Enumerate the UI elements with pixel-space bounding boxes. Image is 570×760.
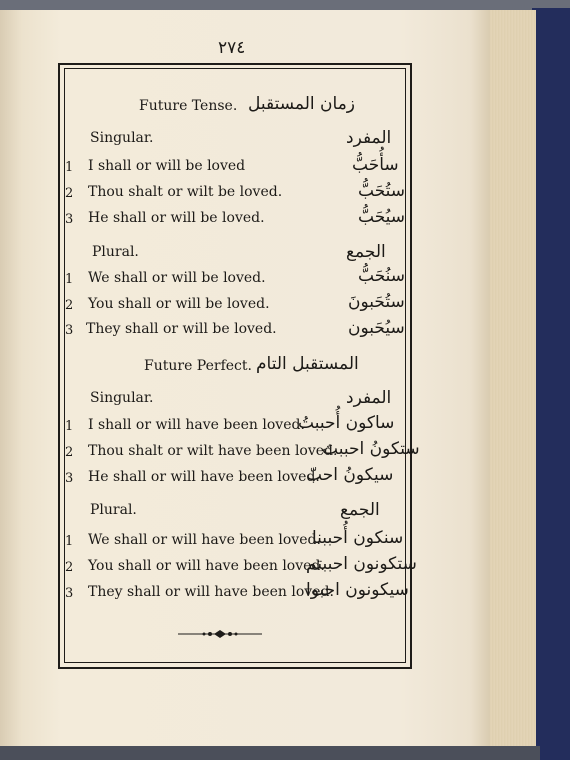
- future-plural-3-number: 3: [65, 323, 74, 338]
- future-plural-2-english: You shall or will be loved.: [88, 296, 270, 312]
- page-edges: [486, 10, 536, 750]
- decorative-ornament: [178, 628, 262, 640]
- future-singular-2-arabic: ستُحَبُّ: [358, 181, 406, 201]
- perfect-plural-1-number: 1: [65, 534, 74, 549]
- future-singular-1-english: I shall or will be loved: [88, 158, 246, 174]
- perfect-plural-3-english: They shall or will have been loved.: [88, 584, 334, 600]
- perfect-plural-1-arabic: سنكون أُحببنا: [312, 528, 404, 548]
- future-plural-label-arabic: الجمع: [346, 242, 386, 262]
- perfect-singular-2-number: 2: [65, 445, 74, 460]
- perfect-singular-1-english: I shall or will have been loved.: [88, 417, 305, 433]
- future-plural-3-english: They shall or will be loved.: [86, 321, 277, 337]
- perfect-singular-2-english: Thou shalt or wilt have been loved.: [88, 443, 338, 459]
- future-plural-label: Plural.: [92, 244, 139, 260]
- perfect-plural-2-arabic: ستكونون احببتم: [306, 554, 417, 574]
- future-perfect-heading: Future Perfect.: [144, 358, 252, 374]
- future-singular-3-arabic: سيُحَبُّ: [358, 207, 406, 227]
- book-cover-bottom: [0, 746, 540, 760]
- future-plural-1-number: 1: [65, 272, 74, 287]
- perfect-plural-label-arabic: الجمع: [340, 500, 380, 520]
- future-singular-3-english: He shall or will be loved.: [88, 210, 265, 226]
- future-singular-label: Singular.: [90, 130, 154, 146]
- perfect-plural-3-number: 3: [65, 586, 74, 601]
- future-singular-label-arabic: المفرد: [346, 128, 392, 148]
- future-singular-1-number: 1: [65, 160, 74, 175]
- perfect-singular-3-arabic: سيكونُ احبّ: [306, 465, 394, 485]
- perfect-plural-2-english: You shall or will have been loved.: [88, 558, 325, 574]
- page-number: ٢٧٤: [218, 38, 246, 58]
- future-plural-1-arabic: سنُحَبُّ: [358, 266, 406, 286]
- perfect-plural-2-number: 2: [65, 560, 74, 575]
- perfect-singular-3-number: 3: [65, 471, 74, 486]
- future-plural-1-english: We shall or will be loved.: [88, 270, 266, 286]
- future-singular-3-number: 3: [65, 212, 74, 227]
- future-perfect-heading-arabic: المستقبل التام: [256, 354, 359, 374]
- future-plural-2-number: 2: [65, 298, 74, 313]
- perfect-singular-2-arabic: ستكونُ احببتَ: [322, 439, 420, 459]
- perfect-singular-label-arabic: المفرد: [346, 388, 392, 408]
- book-binding: [532, 8, 570, 760]
- perfect-singular-label: Singular.: [90, 390, 154, 406]
- perfect-plural-3-arabic: سيكونون احبوا: [306, 580, 409, 600]
- future-tense-heading-arabic: زمان المستقبل: [248, 94, 356, 114]
- perfect-plural-1-english: We shall or will have been loved.: [88, 532, 321, 548]
- future-plural-3-arabic: سيُحَبون: [348, 318, 405, 338]
- future-plural-2-arabic: ستُحَبونَ: [348, 292, 405, 312]
- perfect-singular-1-arabic: ساكون أُحببتُ: [298, 413, 395, 433]
- perfect-plural-label: Plural.: [90, 502, 137, 518]
- future-singular-2-english: Thou shalt or wilt be loved.: [88, 184, 283, 200]
- perfect-singular-1-number: 1: [65, 419, 74, 434]
- future-singular-2-number: 2: [65, 186, 74, 201]
- perfect-singular-3-english: He shall or will have been loved.: [88, 469, 320, 485]
- future-tense-heading: Future Tense.: [139, 98, 238, 114]
- future-singular-1-arabic: سأُحَبُّ: [352, 155, 399, 175]
